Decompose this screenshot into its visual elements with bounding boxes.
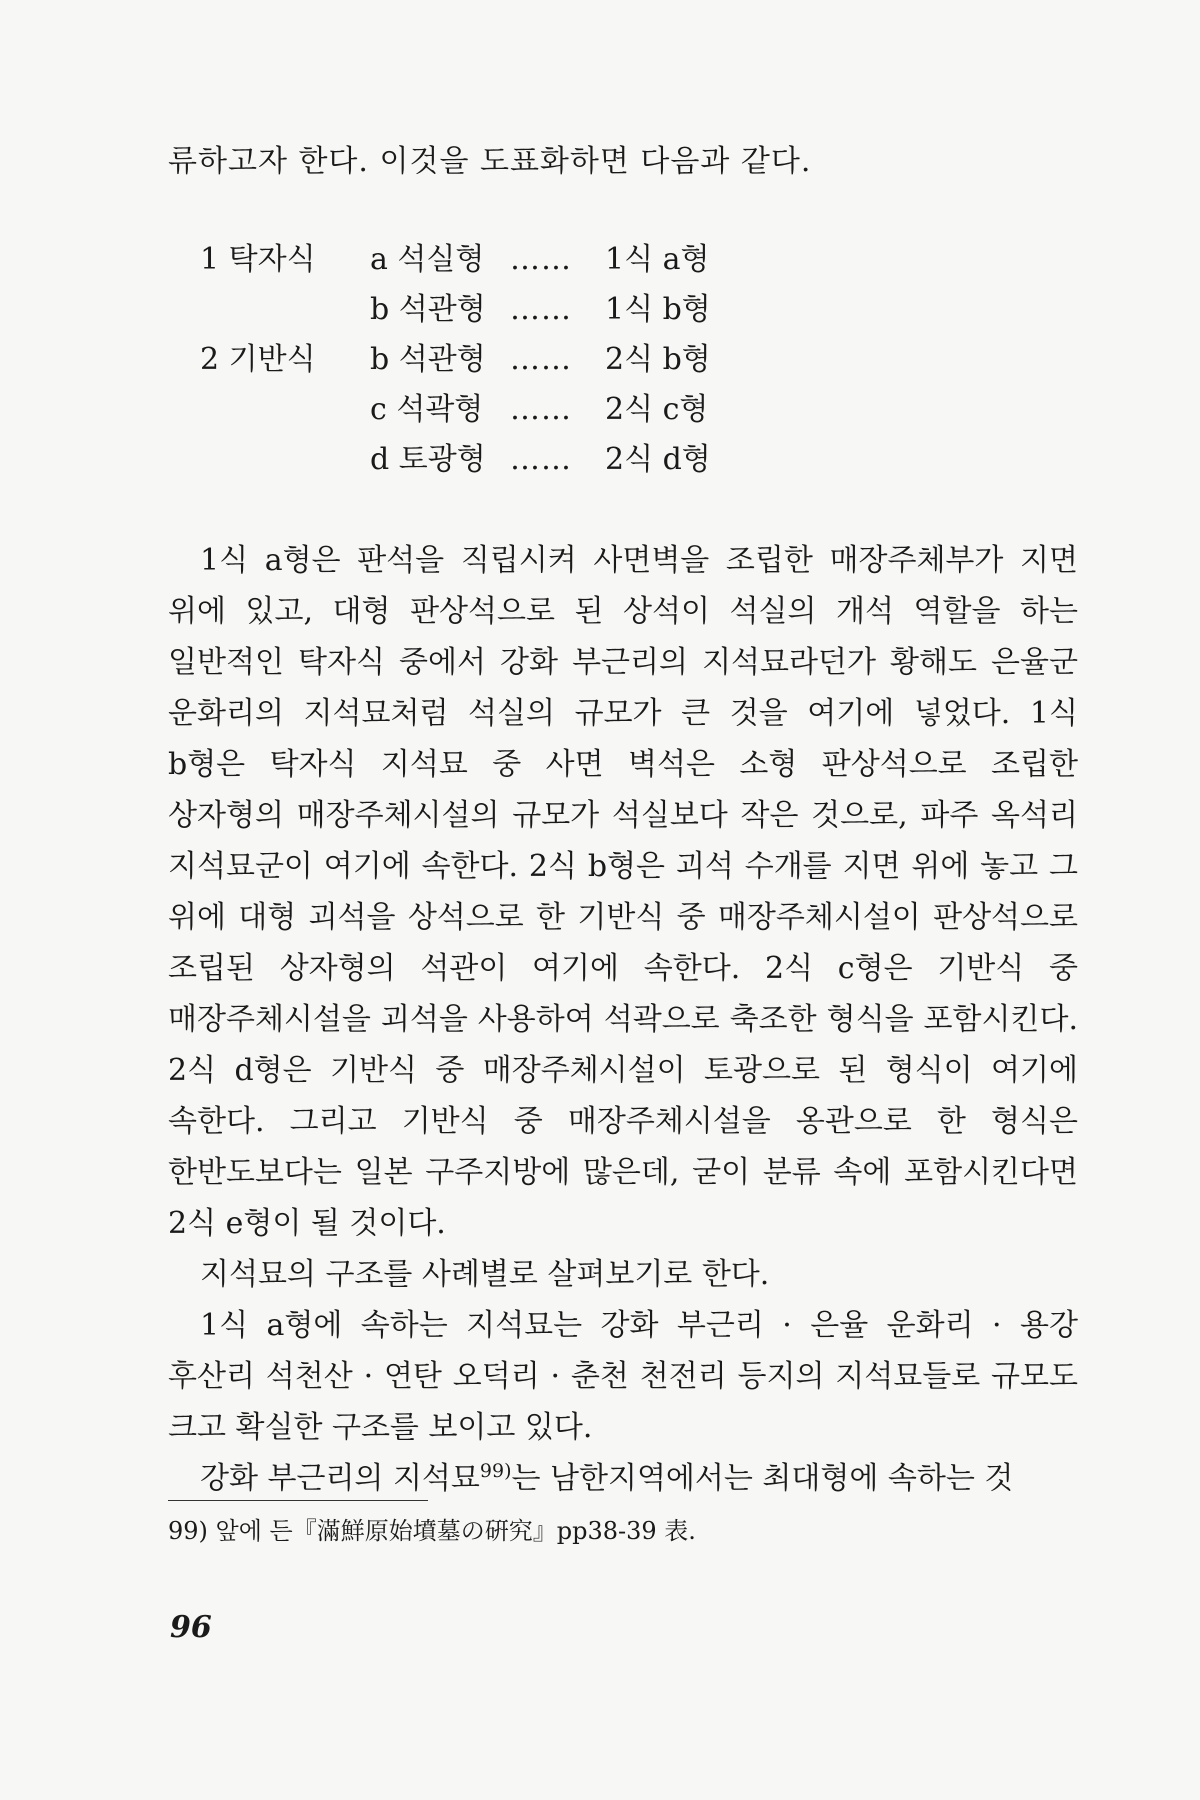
subtype-label: c 석곽형 (370, 392, 484, 427)
leader-dots: …… (510, 242, 572, 277)
footnote-divider (168, 1500, 428, 1501)
type-result: 2식 b형 (605, 342, 711, 377)
leader-dots: …… (510, 392, 572, 427)
subtype-label: b 석관형 (370, 292, 486, 327)
group-label: 2 기반식 (200, 342, 316, 377)
subtype-label: d 토광형 (370, 442, 486, 477)
paragraph-structure-intro: 지석묘의 구조를 사례별로 살펴보기로 한다. (200, 1257, 770, 1292)
subtype-label: b 석관형 (370, 342, 486, 377)
type-result: 2식 d형 (605, 442, 711, 477)
subtype-label: a 석실형 (370, 242, 485, 277)
footnote: 99) 앞에 든『滿鮮原始墳墓の硏究』pp38-39 表. (168, 1517, 696, 1545)
paragraph-type-descriptions: 1식 a형은 판석을 직립시켜 사면벽을 조립한 매장주체부가 지면 위에 있고, 대형 판상석으로 된 상석이 석실의 개석 역할을 하는 일반적인 탁자식 중에서 강화 부근리의 지석묘라던가 황해도 은율군 운화리의 지석묘처럼 석실의 규모가 큰 것을 여기에 넣었다. 1식 b형은 탁자식 지석묘 중 사면 벽석은 소형 판상석으로 조립한 상자형의 매장주체시설의 규모가 석실보다 작은 것으로, 파주 옥석리 지석묘군이 여기에 속한다. 2식 b형은 괴석 수개를 지면 위에 놓고 그 위에 대형 괴석을 상석으로 한 기반식 중 매장주체시설이 판상석으로 조립된 상자형의 석관이 여기에 속한다. 2식 c형은 기반식 중 매장주체시설을 괴석을 사용하여 석곽으로 축조한 형식을 포함시킨다. 2식 d형은 기반식 중 매장주체시설이 토광으로 된 형식이 여기에 속한다. 그리고 기반식 중 매장주체시설을 옹관으로 한 형식은 한반도보다는 일본 구주지방에 많은데, 굳이 분류 속에 포함시킨다면 2식 e형이 될 것이다. (168, 543, 1078, 1241)
page-number: 96 (170, 1610, 212, 1645)
paragraph-type-1a-examples: 1식 a형에 속하는 지석묘는 강화 부근리 · 은율 운화리 · 용강 후산리 석천산 · 연탄 오덕리 · 춘천 천전리 등지의 지석묘들로 규모도 크고 확실한 구조를 보이고 있다. (168, 1308, 1078, 1445)
body-text (168, 535, 1078, 1504)
leader-dots: …… (510, 442, 572, 477)
type-result: 1식 b형 (605, 292, 711, 327)
leader-dots: …… (510, 292, 572, 327)
paragraph-ganghwa-end: 는 남한지역에서는 최대형에 속하는 것 (511, 1461, 1014, 1496)
group-label: 1 탁자식 (200, 242, 316, 277)
paragraph-ganghwa (168, 1453, 1078, 1504)
leader-dots: …… (510, 342, 572, 377)
type-result: 1식 a형 (605, 242, 710, 277)
paragraph-ganghwa-start: 강화 부근리의 지석묘 (200, 1461, 480, 1496)
intro-line: 류하고자 한다. 이것을 도표화하면 다음과 같다. (168, 144, 812, 179)
type-result: 2식 c형 (605, 392, 709, 427)
footnote-reference: 99) (479, 1460, 512, 1482)
